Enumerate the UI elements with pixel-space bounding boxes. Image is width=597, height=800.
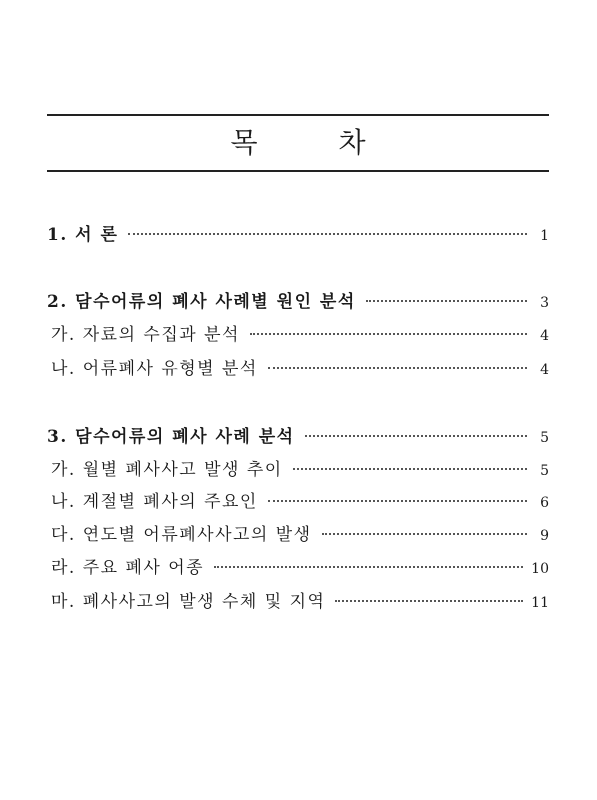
toc-page-number: 4 [540,362,549,378]
toc-entry-2-ga[interactable] [47,320,549,346]
dot-leader [214,566,523,568]
toc-page-number: 5 [540,463,549,479]
toc-entry-2-na[interactable] [47,354,549,380]
dot-leader [128,233,527,235]
toc-entry-3-na[interactable] [47,487,549,513]
toc-entry-label: 나. 계절별 폐사의 주요인 [51,492,258,512]
toc-entry-3-ra[interactable] [47,553,549,579]
toc-page-number: 6 [540,495,549,511]
toc-entry-label: 3. 담수어류의 폐사 사례 분석 [47,427,295,447]
toc-page-number: 3 [540,295,549,311]
toc-entry-3-da[interactable] [47,520,549,546]
toc-page-number: 5 [540,430,549,446]
dot-leader [268,367,527,369]
dot-leader [293,468,527,470]
toc-page-number: 11 [531,595,549,611]
dot-leader [335,600,523,602]
page-title: 목 차 [230,126,402,159]
toc-entry-3[interactable] [47,422,549,448]
toc-entry-label: 가. 자료의 수집과 분석 [51,325,240,345]
toc-entry-label: 나. 어류폐사 유형별 분석 [51,359,258,379]
dot-leader [268,500,527,502]
dot-leader [366,300,527,302]
toc-entry-label: 가. 월별 폐사사고 발생 추이 [51,460,283,480]
toc-page-number: 1 [540,228,549,244]
toc-entry-label: 다. 연도별 어류폐사사고의 발생 [51,525,312,545]
toc-entry-2[interactable] [47,287,549,313]
title-top-rule [47,114,549,116]
toc-entry-label: 1. 서 론 [47,225,119,245]
toc-entry-3-ga[interactable] [47,455,549,481]
title-bottom-rule [47,170,549,172]
toc-entry-label: 마. 폐사사고의 발생 수체 및 지역 [51,592,326,612]
toc-page-number: 9 [540,528,549,544]
dot-leader [322,533,527,535]
toc-page-number: 4 [540,328,549,344]
toc-page-number: 10 [531,561,549,577]
dot-leader [250,333,527,335]
toc-entry-1[interactable] [47,220,549,246]
toc-entry-3-ma[interactable] [47,587,549,613]
toc-entry-label: 2. 담수어류의 폐사 사례별 원인 분석 [47,292,356,312]
toc-entry-label: 라. 주요 폐사 어종 [51,558,205,578]
dot-leader [305,435,527,437]
